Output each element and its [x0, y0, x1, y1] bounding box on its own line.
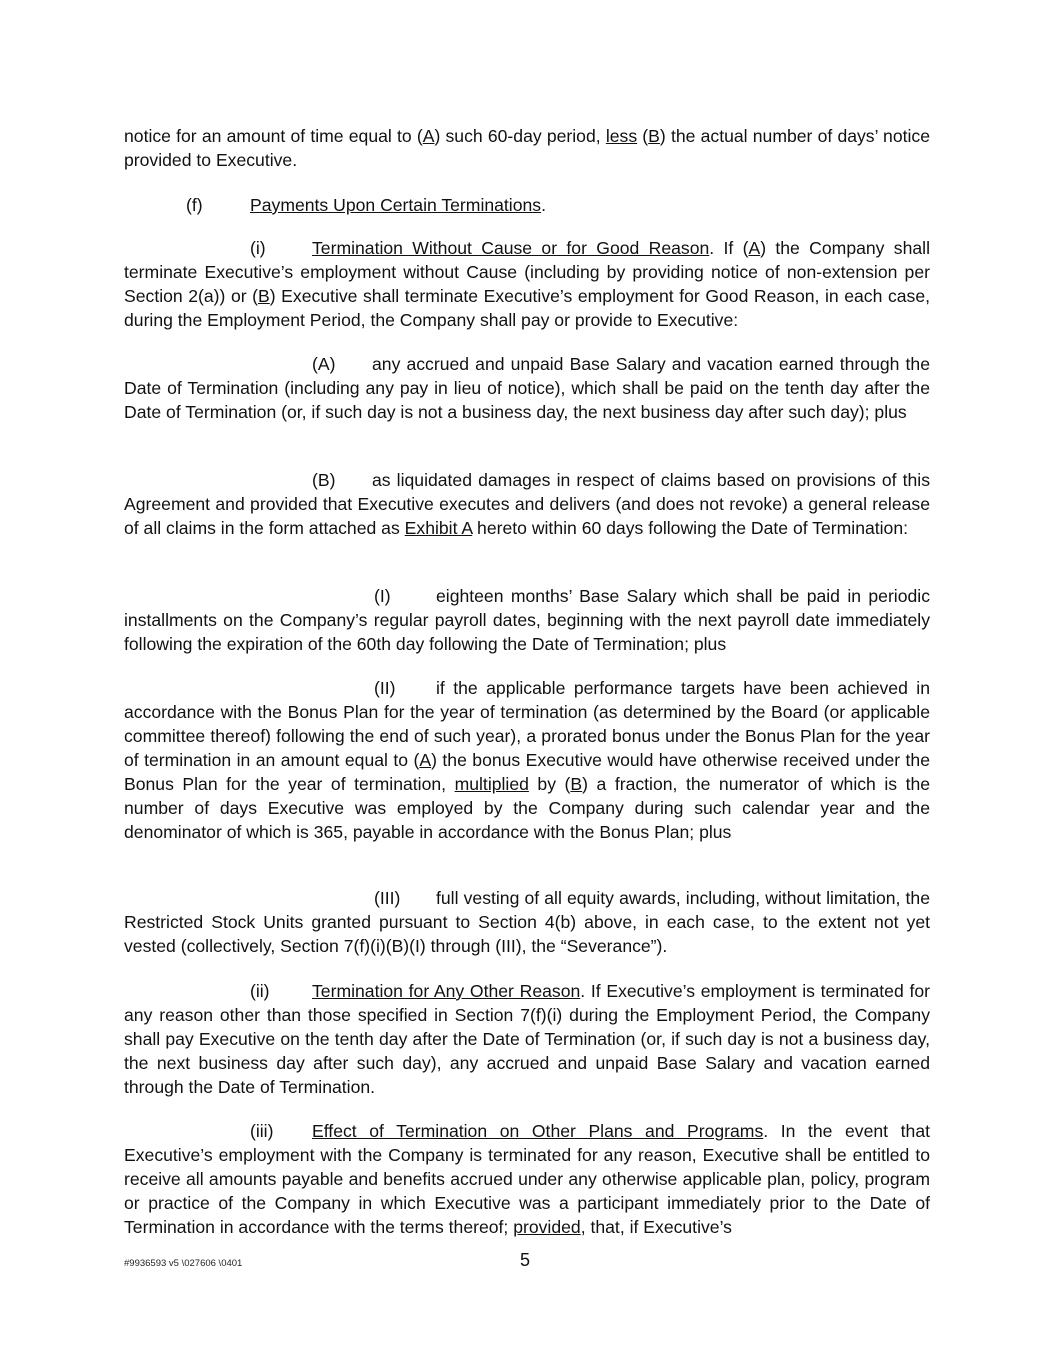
text: . If (	[709, 238, 749, 258]
text: ) the actual number of days’ notice provided to Executive.	[124, 126, 930, 170]
text: ) such 60-day period,	[434, 126, 606, 146]
section-number: (A)	[312, 354, 336, 374]
text: , that, if Executive’s	[580, 1217, 732, 1237]
text: ) the bonus Executive would have otherwise received under the Bonus Plan for the year of termination,	[124, 750, 930, 794]
underlined-ref: A	[422, 126, 435, 146]
document-id: #9936593 v5 \027606 \0401	[124, 1258, 243, 1269]
section-number: (I)	[374, 586, 391, 606]
section-number: (f)	[186, 195, 203, 215]
underlined-ref: B	[258, 286, 270, 306]
section-B-paragraph	[124, 468, 930, 540]
page-number: 5	[520, 1250, 531, 1270]
underlined-ref: B	[648, 126, 660, 146]
section-title: Effect of Termination on Other Plans and Programs	[312, 1121, 764, 1141]
section-number: (II)	[374, 678, 396, 698]
section-title: Termination Without Cause or for Good Reason	[312, 238, 710, 258]
underlined-ref: A	[748, 238, 761, 258]
section-ii-paragraph	[124, 979, 930, 1099]
text: hereto within 60 days following the Date of Termination:	[472, 518, 909, 538]
text: by (	[528, 774, 571, 794]
section-i-paragraph	[124, 236, 930, 332]
exhibit-reference: Exhibit A	[404, 518, 473, 538]
underlined-ref: A	[419, 750, 432, 770]
text: eighteen months’ Base Salary which shall be paid in periodic installments on the Company’s regular payroll dates, beginning with the next payroll date immediately following the expiration of the 60th day following the Date of Termination; plus	[124, 586, 930, 654]
underlined-term: less	[605, 126, 638, 146]
section-A-paragraph	[124, 352, 930, 424]
text: (	[637, 126, 649, 146]
section-III-paragraph	[124, 886, 930, 958]
text: if the applicable performance targets have been achieved in accordance with the Bonus Plan for the year of termination (as determined by the Board (or applicable committee thereof) following the end of such year), a prorated bonus under the Bonus Plan for the year of termination in an amount equal to (	[124, 678, 930, 770]
text: .	[541, 195, 546, 215]
section-number: (B)	[312, 470, 336, 490]
text: ) the Company shall terminate Executive’s employment without Cause (including by providing notice of non-extension per Section 2(a)) or (	[124, 238, 930, 306]
underlined-ref: B	[570, 774, 583, 794]
text: full vesting of all equity awards, including, without limitation, the Restricted Stock Units granted pursuant to Section 4(b) above, in each case, to the extent not yet vested (collectively, Section 7(f)(i)(B)(I) through (III), the “Severance”).	[124, 888, 930, 956]
section-II-paragraph	[124, 676, 930, 844]
section-title: Payments Upon Certain Terminations	[250, 195, 542, 215]
section-iii-paragraph	[124, 1119, 930, 1239]
section-number: (i)	[250, 238, 266, 258]
text: as liquidated damages in respect of claims based on provisions of this Agreement and provided that Executive executes and delivers (and does not revoke) a general release of all claims in the form attached as	[124, 470, 930, 538]
text: notice for an amount of time equal to (	[124, 126, 423, 146]
underlined-term: provided	[513, 1217, 581, 1237]
text: ) a fraction, the numerator of which is the number of days Executive was employed by the Company during such calendar year and the denominator of which is 365, payable in accordance with the Bonus Plan; plus	[124, 774, 931, 842]
text: . If Executive’s employment is terminated for any reason other than those specified in Section 7(f)(i) during the Employment Period, the Company shall pay Executive on the tenth day after the Date of Termination (or, if such day is not a business day, the next business day after such day), any accrued and unpaid Base Salary and vacation earned through the Date of Termination.	[124, 981, 930, 1097]
text: ) Executive shall terminate Executive’s employment for Good Reason, in each case, during the Employment Period, the Company shall pay or provide to Executive:	[124, 286, 930, 330]
paragraph-notice	[124, 124, 930, 172]
section-title: Termination for Any Other Reason	[312, 981, 581, 1001]
section-f-heading	[124, 193, 930, 217]
text: any accrued and unpaid Base Salary and vacation earned through the Date of Termination (including any pay in lieu of notice), which shall be paid on the tenth day after the Date of Termination (or, if such day is not a business day, the next business day after such day); plus	[124, 354, 930, 422]
section-I-paragraph	[124, 584, 930, 656]
section-number: (III)	[374, 888, 401, 908]
underlined-term: multiplied	[454, 774, 529, 794]
section-number: (ii)	[250, 981, 270, 1001]
text: . In the event that Executive’s employment with the Company is terminated for any reason, Executive shall be entitled to receive all amounts payable and benefits accrued under any otherwise applicable plan, policy, program or practice of the Company in which Executive was a participant immediately prior to the Date of Termination in accordance with the terms thereof;	[124, 1121, 930, 1237]
section-number: (iii)	[250, 1121, 274, 1141]
